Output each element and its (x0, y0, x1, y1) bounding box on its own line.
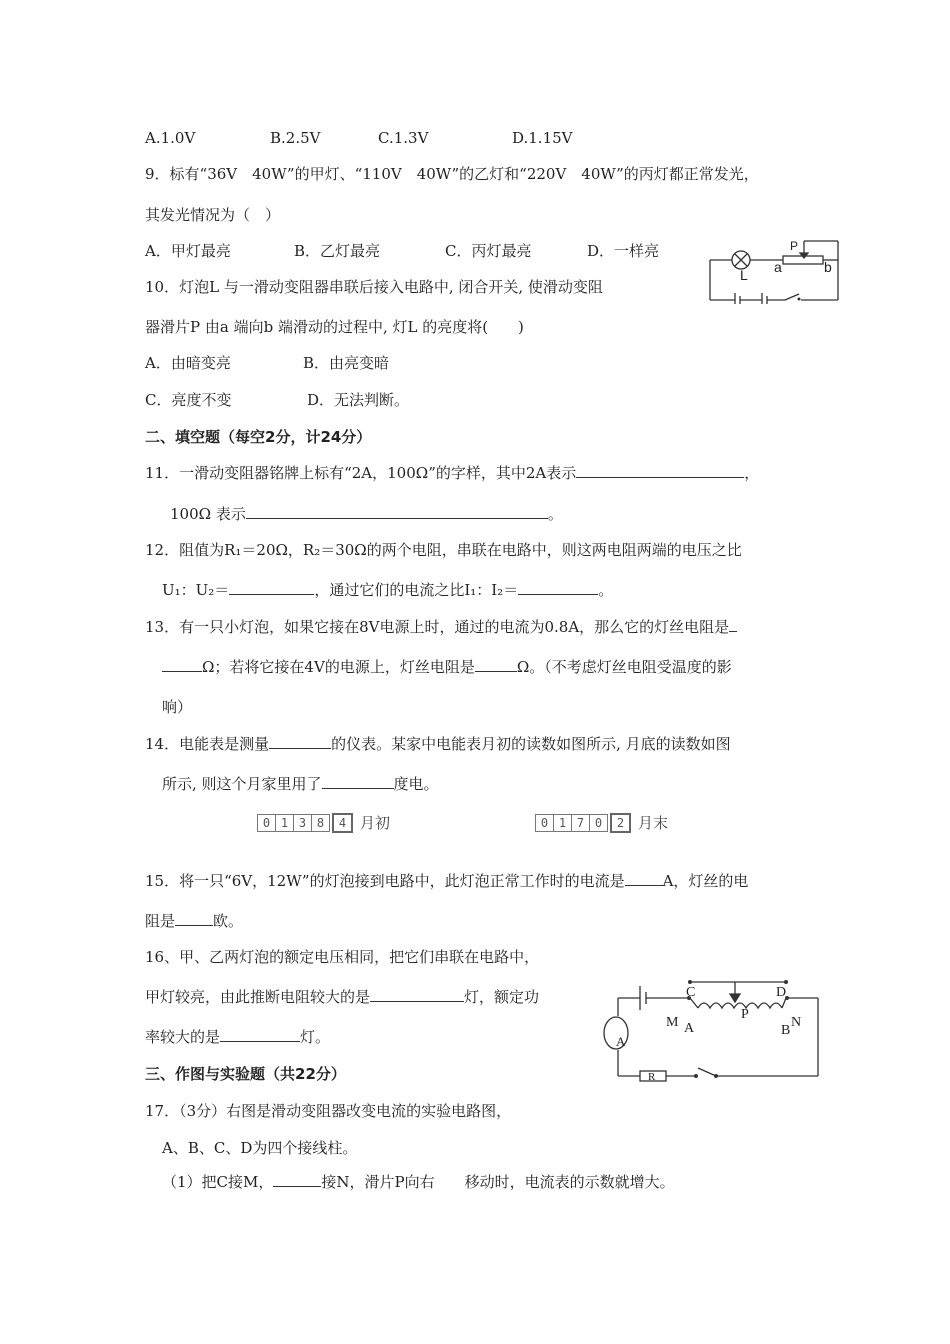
meter-start-digit: 1 (275, 814, 294, 832)
q9-line2: 其发光情况为（ ） (145, 206, 281, 224)
section3-heading: 三、作图与实验题（共22分） (145, 1065, 346, 1083)
q11-text-2: 100Ω 表示 (170, 505, 246, 523)
fig10-label-l: L (740, 267, 748, 283)
q14-text-2a: 所示, 则这个月家里用了 (162, 775, 322, 793)
q11-line2 (170, 504, 563, 524)
q15-text-2a: 阻是 (145, 912, 176, 930)
meter-start-decimal-digit: 4 (332, 813, 353, 833)
q15-blank-1[interactable] (625, 871, 663, 886)
q16-line1: 16、甲、乙两灯泡的额定电压相同，把它们串联在电路中， (145, 948, 540, 966)
fig10-label-p: P (790, 239, 799, 253)
q10-option-c: C．亮度不变 (145, 391, 232, 409)
q17-blank-1[interactable] (273, 1172, 321, 1187)
q14-line1 (145, 734, 731, 754)
meter-end-digit: 0 (589, 814, 608, 832)
q15-text-1a: 15．将一只“6V，12W”的灯泡接到电路中，此灯泡正常工作时的电流是 (145, 872, 625, 890)
q10-option-a: A．由暗变亮 (145, 354, 231, 372)
q12-u-label: U₁：U₂＝ (162, 581, 230, 599)
q16-text-3b: 灯。 (300, 1028, 331, 1046)
q13-text-1: 13．有一只小灯泡，如果它接在8V电源上时，通过的电流为0.8A，那么它的灯丝电阻是 (145, 618, 730, 636)
q15-line1 (145, 871, 748, 891)
section2-heading: 二、填空题（每空2分，计24分） (145, 428, 372, 446)
meter-start-digit: 3 (293, 814, 312, 832)
q12-mid: ，通过它们的电流之比I₁：I₂＝ (314, 581, 519, 599)
q17-line3 (162, 1172, 675, 1192)
q12-line1: 12．阻值为R₁＝20Ω，R₂＝30Ω的两个电阻，串联在电路中，则这两电阻两端的电压之比 (145, 541, 742, 559)
q11-blank-2[interactable] (246, 504, 548, 519)
q14-blank-1[interactable] (269, 734, 331, 749)
fig17-label-m: M (666, 1015, 679, 1030)
q16-line2 (145, 987, 539, 1007)
q17-line2: A、B、C、D为四个接线柱。 (162, 1139, 358, 1157)
q12-blank-1[interactable] (229, 580, 314, 595)
q10-option-d: D．无法判断。 (307, 391, 410, 409)
meter-start-label: 月初 (360, 814, 391, 832)
q17-line1: 17．（3分）右图是滑动变阻器改变电流的实验电路图， (145, 1102, 512, 1120)
fig17-label-n: N (791, 1015, 802, 1030)
meter-start-digit: 0 (257, 814, 276, 832)
fig17-label-c: C (686, 985, 696, 1000)
q15-blank-2[interactable] (175, 911, 213, 926)
fig17-label-b: B (781, 1023, 791, 1038)
q16-text-3a: 率较大的是 (145, 1028, 221, 1046)
q10-line2: 器滑片P 由a 端向b 端滑动的过程中, 灯L 的亮度将( ) (145, 318, 524, 336)
q16-blank-1[interactable] (370, 987, 464, 1002)
meter-end-digit: 1 (553, 814, 572, 832)
q9-option-d: D．一样亮 (587, 242, 660, 260)
meter-end (535, 812, 668, 833)
q11-comma: ， (744, 464, 760, 482)
q13-text-2b: Ω。（不考虑灯丝电阻受温度的影 (516, 658, 732, 676)
meter-end-label: 月末 (638, 814, 669, 832)
meter-start (257, 812, 390, 833)
q17-text-3a: （1）把C接M， (162, 1173, 274, 1191)
meter-end-digit: 7 (571, 814, 590, 832)
q13-blank-2[interactable] (475, 657, 517, 672)
q14-text-2b: 度电。 (393, 775, 439, 793)
fig10-label-b: b (824, 259, 832, 275)
q13-line3: 响） (162, 698, 193, 716)
q12-line2 (162, 580, 613, 600)
q8-option-d: D.1.15V (512, 129, 573, 147)
fig17-ammeter-label: A (616, 1034, 626, 1049)
q8-option-c: C.1.3V (378, 129, 429, 147)
q13-line2 (162, 657, 732, 677)
q16-blank-2[interactable] (220, 1027, 300, 1042)
q15-text-1b: A，灯丝的电 (662, 872, 749, 890)
q16-line3 (145, 1027, 330, 1047)
q13-blank-1b[interactable] (162, 657, 202, 672)
q14-line2 (162, 774, 439, 794)
q15-line2 (145, 911, 243, 931)
q10-line1: 10．灯泡L 与一滑动变阻器串联后接入电路中, 闭合开关, 使滑动变阻 (145, 278, 603, 296)
meter-start-digit: 8 (311, 814, 330, 832)
q11-blank-1[interactable] (576, 463, 744, 478)
q11-line1 (145, 463, 759, 483)
q14-text-1a: 14．电能表是测量 (145, 735, 270, 753)
meter-end-decimal-digit: 2 (610, 813, 631, 833)
meter-end-digit: 0 (535, 814, 554, 832)
q12-blank-2[interactable] (518, 580, 598, 595)
q13-text-2a: Ω；若将它接在4V的电源上，灯丝电阻是 (202, 658, 475, 676)
fig17-resistor-label: R (648, 1071, 656, 1083)
q10-circuit-diagram (707, 236, 842, 304)
q14-text-1b: 的仪表。某家中电能表月初的读数如图所示, 月底的读数如图 (331, 735, 731, 753)
q8-option-a: A.1.0V (145, 129, 196, 147)
q16-text-2b: 灯，额定功 (464, 988, 540, 1006)
fig10-label-a: a (774, 259, 782, 275)
q12-end: 。 (598, 581, 614, 599)
q11-text: 11．一滑动变阻器铭牌上标有“2A，100Ω”的字样，其中2A表示 (145, 464, 577, 482)
q15-text-2b: 欧。 (213, 912, 244, 930)
q17-circuit-diagram (598, 976, 828, 1086)
q14-blank-2[interactable] (322, 774, 394, 789)
q9-option-a: A．甲灯最亮 (145, 242, 231, 260)
q13-blank-1a[interactable] (729, 617, 737, 632)
fig17-label-d: D (776, 985, 787, 1000)
q13-line1 (145, 617, 737, 637)
fig17-label-p: P (741, 1007, 749, 1022)
q16-text-2a: 甲灯较亮，由此推断电阻较大的是 (145, 988, 371, 1006)
q9-option-c: C．丙灯最亮 (445, 242, 532, 260)
q9-line1: 9．标有“36V 40W”的甲灯、“110V 40W”的乙灯和“220V 40W”的丙灯都正常发光， (145, 165, 759, 183)
fig17-label-a-terminal: A (684, 1021, 695, 1036)
q9-option-b: B．乙灯最亮 (294, 242, 381, 260)
q11-period: 。 (547, 505, 563, 523)
q10-option-b: B．由亮变暗 (303, 354, 390, 372)
q17-text-3b: 接N，滑片P向右 移动时，电流表的示数就增大。 (321, 1173, 675, 1191)
q8-option-b: B.2.5V (270, 129, 321, 147)
